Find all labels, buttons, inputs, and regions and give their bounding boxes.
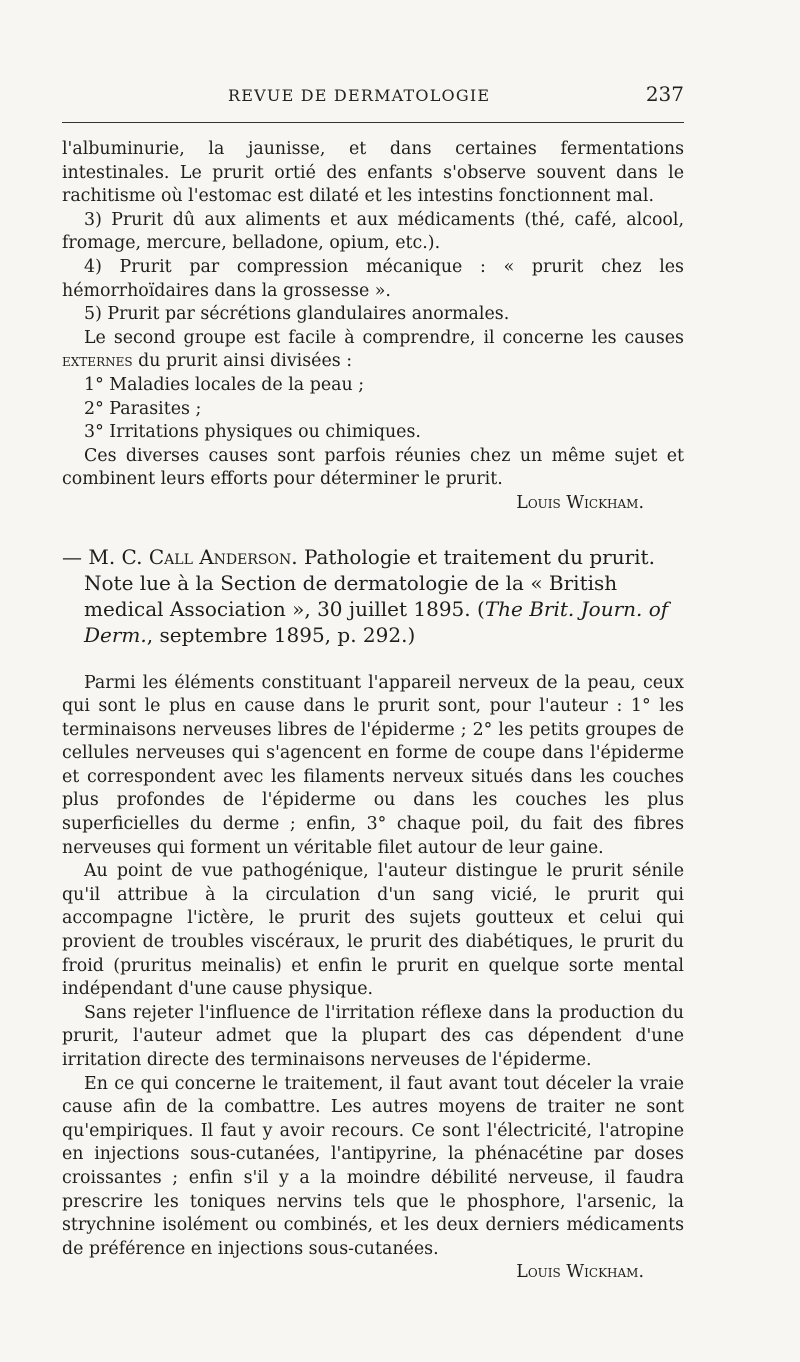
paragraph: 4) Prurit par compression mécanique : « prurit chez les hémorrhoïdaires dans la grossesse ». [62, 256, 684, 301]
paragraph: l'albuminurie, la jaunisse, et dans certaines fermentations intestinales. Le prurit ortié des enfants s'observe souvent dans le rachitisme où l'estomac est dilaté et les intestins fonctionnent mal. [62, 139, 684, 207]
list-item: 3° Irritations physiques ou chimiques. [84, 422, 421, 443]
paragraph-text: du prurit ainsi divisées : [138, 351, 353, 372]
reference-entry [62, 544, 684, 648]
page-header [62, 82, 684, 112]
reference-tail: , septembre 1895, p. 292.) [146, 622, 416, 647]
reference-text: Pathologie et traitement du prurit. Note lue à la Section de dermatologie de la « British medical Association », 30 juillet 1895. ( [84, 544, 655, 621]
reference-author: Call Anderson. [148, 544, 298, 569]
page-number: 237 [645, 82, 684, 106]
reference-journal: The Brit. Journ. of Derm. [84, 596, 669, 647]
reference-lead: — M. C. [62, 544, 143, 569]
signature: Louis Wickham. [516, 492, 644, 513]
paragraph: 5) Prurit par sécrétions glandulaires anormales. [84, 304, 510, 325]
emphasis-externes: externes [62, 351, 133, 372]
list-item: 1° Maladies locales de la peau ; [84, 374, 365, 395]
paragraph-text: Ces diverses causes sont parfois réunies chez un même sujet et combinent leurs efforts pour déterminer le prurit. [62, 445, 684, 490]
paragraph: Parmi les éléments constituant l'appareil nerveux de la peau, ceux qui sont le plus en cause dans le prurit sont, pour l'auteur : 1° les terminaisons nerveuses libres de l'épiderme ; 2° les petits groupes de cellules nerveuses qui s'agencent en forme de coupe dans l'épiderme et correspondent avec les filaments nerveux situés dans les couches plus profondes de l'épiderme ou dans les couches les plus superficielles du derme ; enfin, 3° chaque poil, du fait des fibres nerveuses qui forment un véritable filet autour de leur gaine. [62, 672, 684, 858]
list-item: 2° Parasites ; [84, 398, 202, 419]
paragraph: Sans rejeter l'influence de l'irritation réflexe dans la production du prurit, l'auteur admet que la plupart des cas dépendent d'une irritation directe des terminaisons nerveuses de l'épiderme. [62, 1002, 684, 1070]
paragraph [62, 445, 684, 513]
body-text [62, 138, 684, 1285]
paragraph: En ce qui concerne le traitement, il faut avant tout déceler la vraie cause afin de la combattre. Les autres moyens de traiter ne sont qu'empiriques. Il faut y avoir recours. Ce sont l'électricité, l'atropine en injections sous-cutanées, l'antipyrine, la phénacétine par doses croissantes ; enfin s'il y a la moindre débilité nerveuse, il faudra prescrire les toniques nervins tels que le phosphore, l'arsenic, la strychnine isolément ou combinés, et les deux derniers médicaments de préférence en injections sous-cutanées. [62, 1073, 684, 1259]
header-rule [62, 122, 684, 123]
paragraph: 3) Prurit dû aux aliments et aux médicaments (thé, café, alcool, fromage, mercure, belladone, opium, etc.). [62, 209, 684, 254]
paragraph [62, 327, 684, 374]
signature: Louis Wickham. [516, 1262, 644, 1283]
paragraph: Au point de vue pathogénique, l'auteur distingue le prurit sénile qu'il attribue à la circulation d'un sang vicié, le prurit qui accompagne l'ictère, le prurit des sujets goutteux et celui qui provient de troubles viscéraux, le prurit des diabétiques, le prurit du froid (pruritus meinalis) et enfin le prurit en quelque sorte mental indépendant d'une cause physique. [62, 861, 684, 1000]
running-title: REVUE DE DERMATOLOGIE [228, 86, 491, 105]
paragraph-text: Le second groupe est facile à comprendre, il concerne les causes [84, 327, 684, 348]
